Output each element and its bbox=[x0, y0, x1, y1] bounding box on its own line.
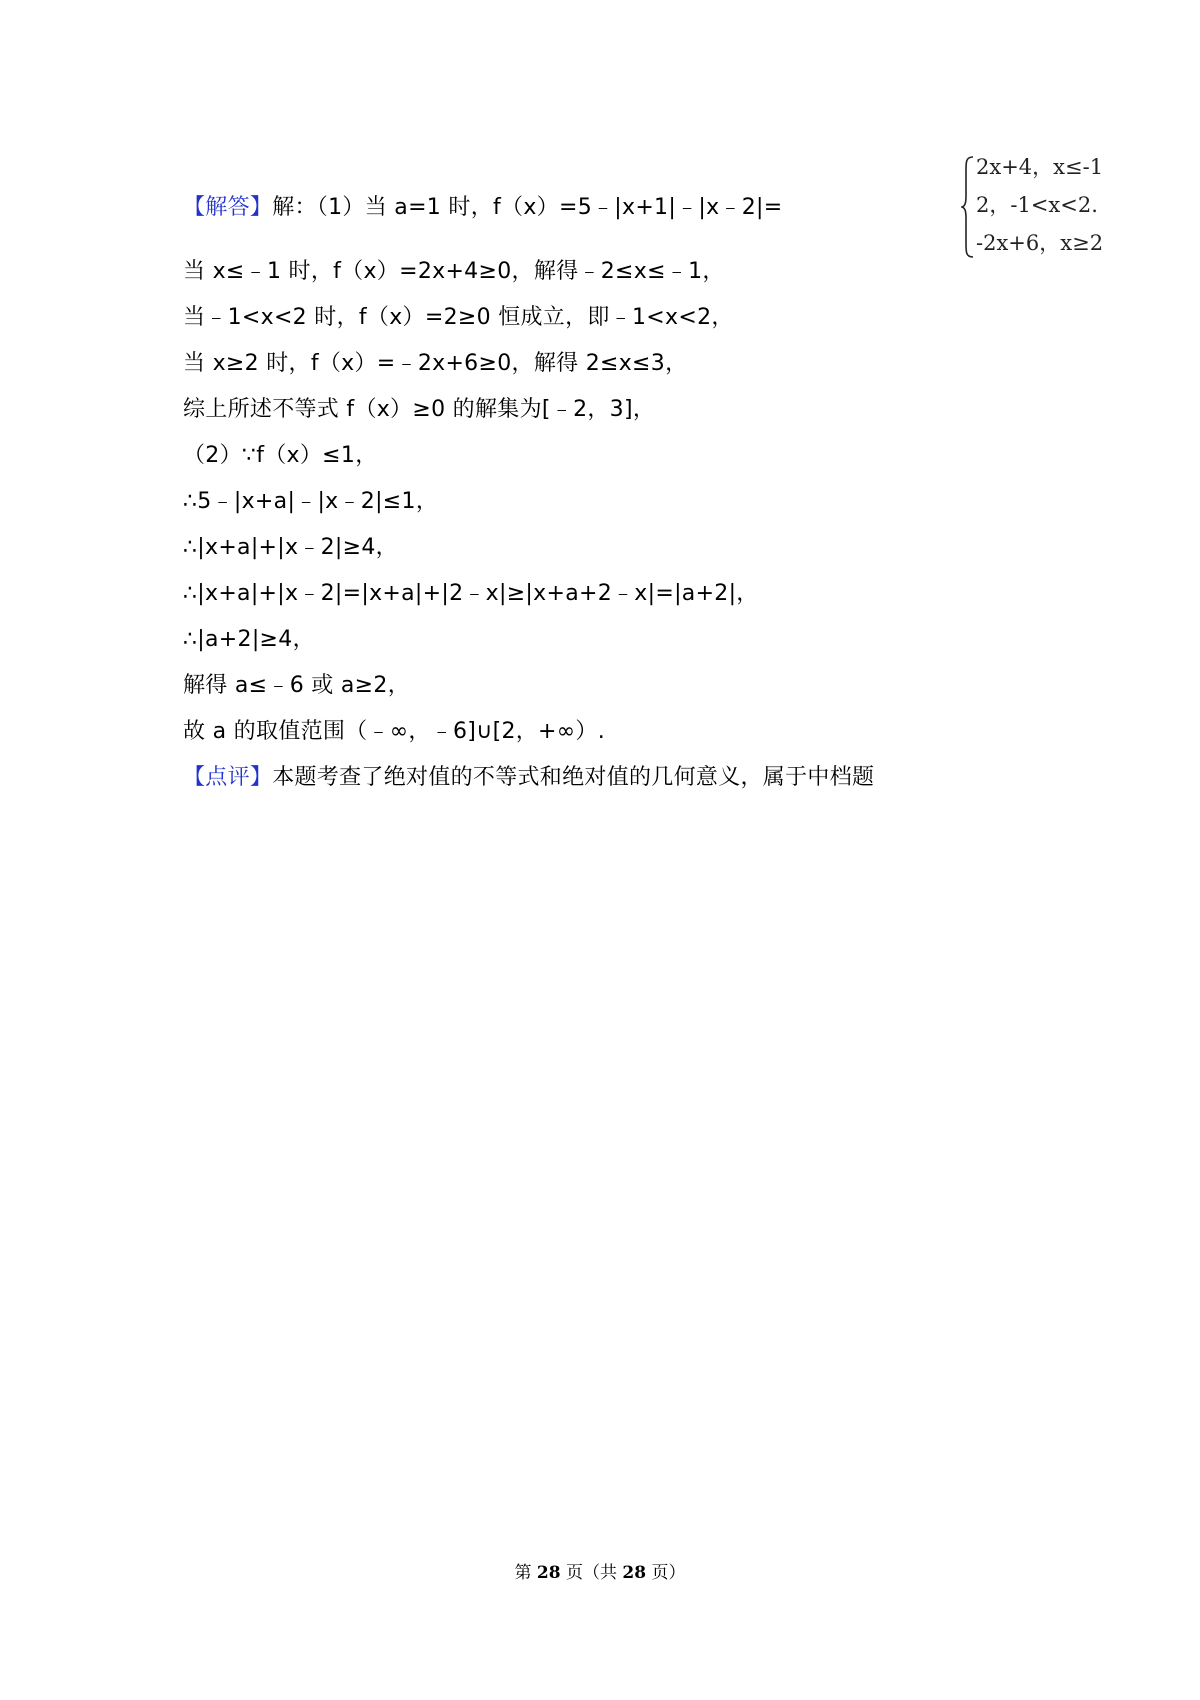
footer-suffix: 页） bbox=[646, 1563, 686, 1583]
answer-intro: 解：（1）当 a=1 时，f（x）=5﹣|x+1|﹣|x﹣2|= bbox=[272, 194, 783, 220]
piecewise-case-3: -2x+6，x≥2 bbox=[976, 231, 1104, 255]
footer-middle: 页（共 bbox=[560, 1563, 623, 1583]
solution-line: ∴|x+a|+|x﹣2|≥4， bbox=[183, 535, 398, 560]
solution-line: 当 x≤﹣1 时，f（x）=2x+4≥0，解得﹣2≤x≤﹣1， bbox=[183, 259, 725, 284]
solution-line: 综上所述不等式 f（x）≥0 的解集为[﹣2，3]， bbox=[183, 397, 656, 422]
piecewise-function bbox=[961, 154, 1141, 260]
left-brace bbox=[961, 156, 975, 258]
piecewise-case-1: 2x+4，x≤-1 bbox=[976, 155, 1104, 179]
footer-page-number: 28 bbox=[536, 1563, 561, 1583]
solution-line: （2）∵f（x）≤1， bbox=[183, 443, 378, 468]
page-footer bbox=[0, 1561, 1200, 1585]
footer-prefix: 第 bbox=[514, 1563, 537, 1583]
comment-text: 本题考查了绝对值的不等式和绝对值的几何意义，属于中档题 bbox=[272, 765, 875, 790]
solution-line: 当﹣1<x<2 时，f（x）=2≥0 恒成立，即﹣1<x<2， bbox=[183, 305, 734, 330]
comment-tag: 【点评】 bbox=[183, 765, 273, 790]
comment-line bbox=[183, 763, 874, 793]
solution-line: ∴|a+2|≥4， bbox=[183, 627, 315, 652]
solution-line: ∴5﹣|x+a|﹣|x﹣2|≤1， bbox=[183, 489, 439, 514]
solution-line: 故 a 的取值范围（﹣∞，﹣6]∪[2，+∞）. bbox=[183, 719, 606, 744]
solution-first-line bbox=[183, 190, 782, 220]
solution-line: 当 x≥2 时，f（x）=﹣2x+6≥0，解得 2≤x≤3， bbox=[183, 351, 688, 376]
footer-total-pages: 28 bbox=[622, 1563, 647, 1583]
solution-line: ∴|x+a|+|x﹣2|=|x+a|+|2﹣x|≥|x+a+2﹣x|=|a+2|， bbox=[183, 581, 759, 606]
solution-line: 解得 a≤﹣6 或 a≥2， bbox=[183, 673, 411, 698]
piecewise-case-2: 2，-1<x<2. bbox=[976, 193, 1098, 217]
answer-tag: 【解答】 bbox=[183, 194, 273, 220]
